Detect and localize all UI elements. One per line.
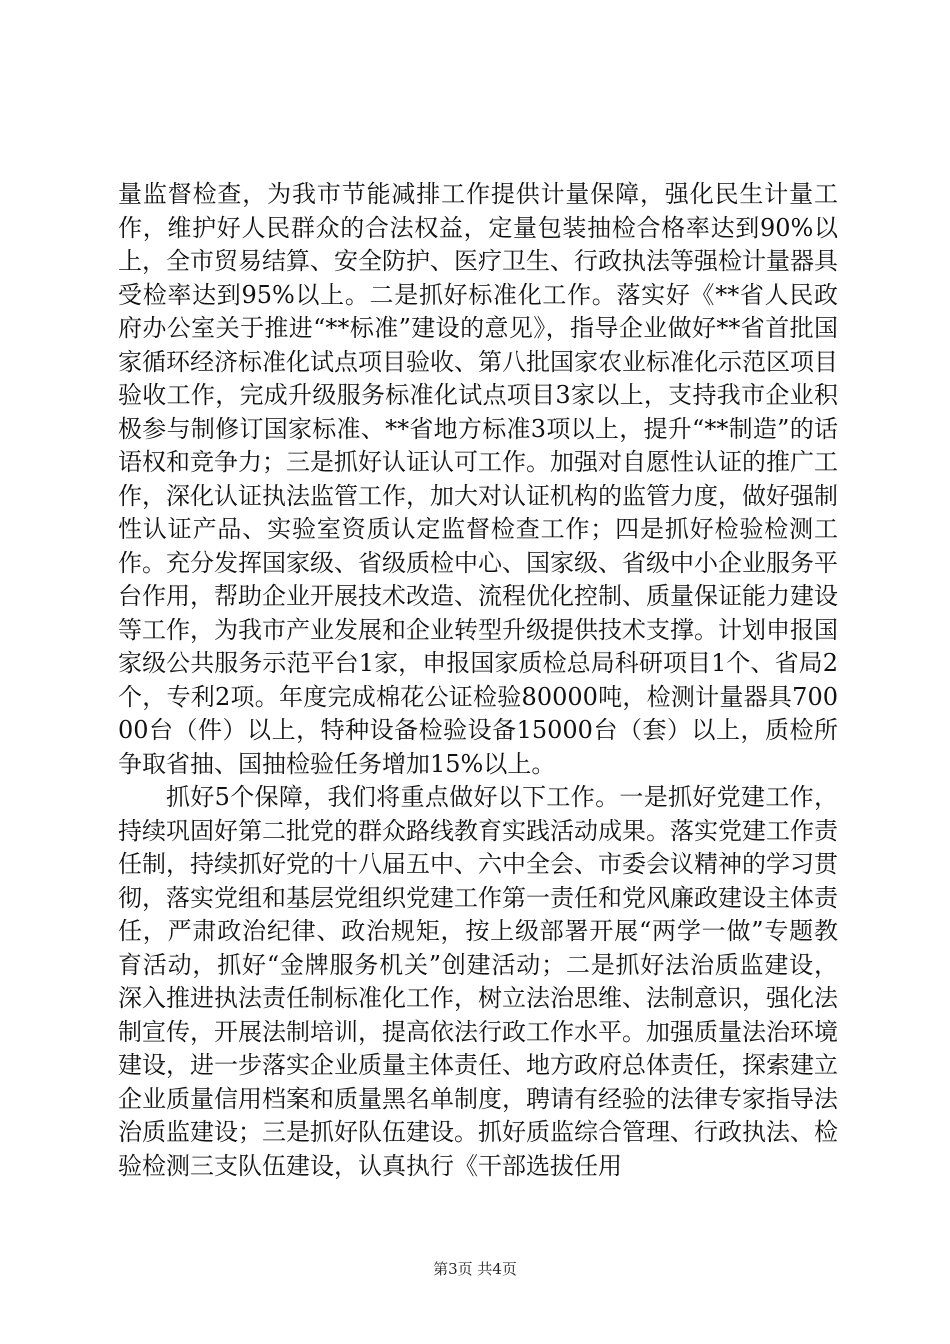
- paragraph-2: 抓好5个保障，我们将重点做好以下工作。一是抓好党建工作，持续巩固好第二批党的群众路线教育实践活动成果。落实党建工作责任制，持续抓好党的十八届五中、六中全会、市委会议精神的学习贯彻，落实党组和基层党组织党建工作第一责任和党风廉政建设主体责任，严肃政治纪律、政治规矩，按上级部署开展“两学一做”专题教育活动，抓好“金牌服务机关”创建活动；二是抓好法治质监建设，深入推进执法责任制标准化工作，树立法治思维、法制意识，强化法制宣传，开展法制培训，提高依法行政工作水平。加强质量法治环境建设，进一步落实企业质量主体责任、地方政府总体责任，探索建立企业质量信用档案和质量黑名单制度，聘请有经验的法律专家指导法治质监建设；三是抓好队伍建设。抓好质监综合管理、行政执法、检验检测三支队伍建设，认真执行《干部选拔任用: [118, 783, 838, 1180]
- document-body: [118, 178, 838, 1183]
- page-number-footer: 第3页 共4页: [433, 1260, 517, 1278]
- paragraph-1: 量监督检查，为我市节能减排工作提供计量保障，强化民生计量工作，维护好人民群众的合法权益，定量包装抽检合格率达到90%以上，全市贸易结算、安全防护、医疗卫生、行政执法等强检计量器具受检率达到95%以上。二是抓好标准化工作。落实好《**省人民政府办公室关于推进“**标准”建设的意见》，指导企业做好**省首批国家循环经济标准化试点项目验收、第八批国家农业标准化示范区项目验收工作，完成升级服务标准化试点项目3家以上，支持我市企业积极参与制修订国家标准、**省地方标准3项以上，提升“**制造”的话语权和竞争力；三是抓好认证认可工作。加强对自愿性认证的推广工作，深化认证执法监管工作，加大对认证机构的监管力度，做好强制性认证产品、实验室资质认定监督检查工作；四是抓好检验检测工作。充分发挥国家级、省级质检中心、国家级、省级中小企业服务平台作用，帮助企业开展技术改造、流程优化控制、质量保证能力建设等工作，为我市产业发展和企业转型升级提供技术支撑。计划申报国家级公共服务示范平台1家，申报国家质检总局科研项目1个、省局2个，专利2项。年度完成棉花公证检验80000吨，检测计量器具70000台（件）以上，特种设备检验设备15000台（套）以上，质检所争取省抽、国抽检验任务增加15%以上。: [118, 180, 838, 778]
